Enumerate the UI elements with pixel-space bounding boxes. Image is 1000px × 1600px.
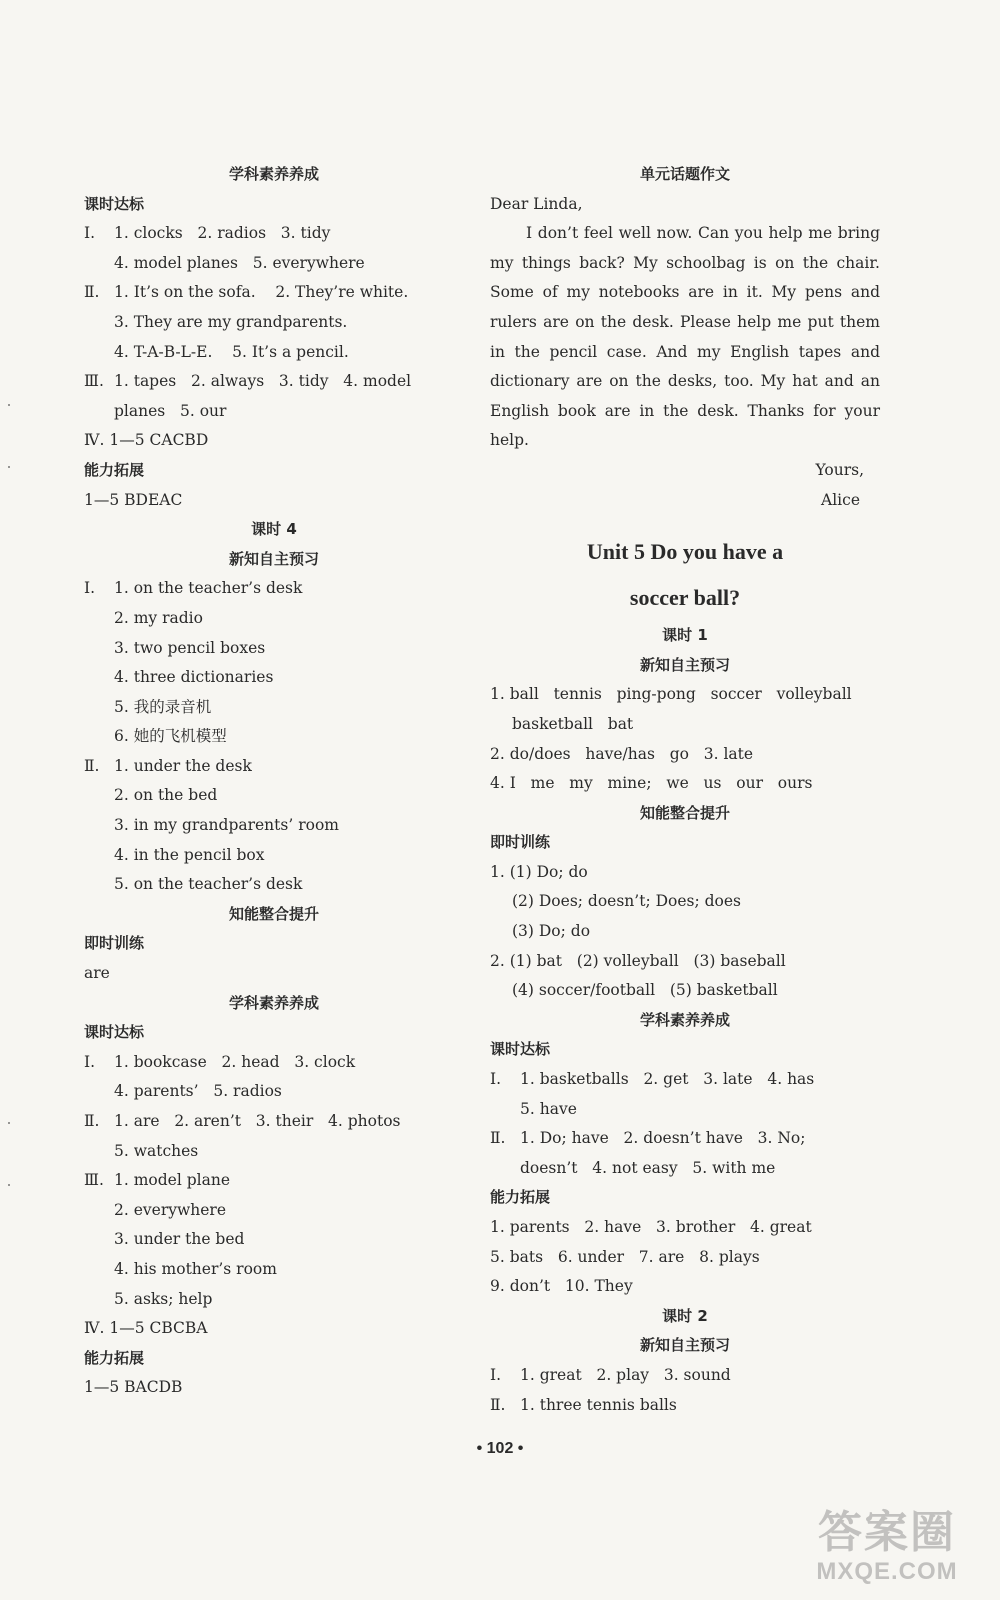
lesson-heading: 课时 1 xyxy=(662,626,708,645)
answer-line: 2. (1) bat (2) volleyball (3) baseball xyxy=(490,951,786,970)
answer-text: 1. clocks 2. radios 3. tidy xyxy=(114,224,331,243)
roman-numeral: Ⅱ. xyxy=(490,1395,506,1414)
answer-line: doesn’t 4. not easy 5. with me xyxy=(520,1158,776,1177)
lesson-heading: 课时 2 xyxy=(662,1306,708,1325)
section-heading: 新知自主预习 xyxy=(639,655,730,674)
answer-line: 4. model planes 5. everywhere xyxy=(114,253,365,272)
answer-text: 1—5 CBCBA xyxy=(109,1319,208,1338)
answer-line: 2. do/does have/has go 3. late xyxy=(490,744,754,763)
answer-line: (3) Do; do xyxy=(512,922,591,941)
subsection-heading: 课时达标 xyxy=(84,1023,145,1042)
essay-line: rulers are on the desk. Please help me put them xyxy=(490,312,880,331)
roman-numeral: Ⅳ. xyxy=(84,431,105,450)
answer-line: (2) Does; doesn’t; Does; does xyxy=(512,892,742,911)
unit-title-continued: soccer ball? xyxy=(629,585,741,611)
answer-text: 1. great 2. play 3. sound xyxy=(520,1365,731,1384)
essay-signature: Alice xyxy=(821,490,860,509)
right-column xyxy=(490,160,880,1420)
left-column xyxy=(84,160,464,1403)
roman-numeral: Ⅲ. xyxy=(84,1171,104,1190)
answer-line: 2. everywhere xyxy=(114,1200,226,1219)
watermark-url: MXQE.COM xyxy=(816,1558,958,1585)
answer-line: 3. They are my grandparents. xyxy=(114,312,348,331)
subsection-heading: 能力拓展 xyxy=(490,1188,551,1207)
answer-line: are xyxy=(84,964,110,983)
answer-line xyxy=(490,1124,880,1154)
answer-line: 5. have xyxy=(520,1099,577,1118)
section-heading: 学科素养养成 xyxy=(228,165,319,183)
answer-text: 1. bookcase 2. head 3. clock xyxy=(114,1052,356,1071)
lesson-heading: 课时 4 xyxy=(251,520,297,539)
roman-numeral: Ⅱ. xyxy=(490,1129,506,1148)
answer-line: 4. in the pencil box xyxy=(114,845,265,864)
scan-speck xyxy=(8,1184,10,1186)
essay-line: help. xyxy=(490,431,529,450)
roman-numeral: Ⅱ. xyxy=(84,283,100,302)
scan-speck xyxy=(8,466,10,468)
answer-text: 1. Do; have 2. doesn’t have 3. No; xyxy=(520,1129,806,1148)
section-heading: 学科素养养成 xyxy=(228,993,319,1012)
essay-salutation: Dear Linda, xyxy=(490,194,583,213)
answer-line: planes 5. our xyxy=(114,401,227,420)
essay-line: English book are in the desk. Thanks for your xyxy=(490,401,880,420)
scan-speck xyxy=(8,404,10,406)
subsection-heading: 即时训练 xyxy=(490,833,551,852)
answer-line: 5. bats 6. under 7. are 8. plays xyxy=(490,1247,760,1266)
watermark-logo xyxy=(802,1496,972,1586)
essay-closing: Yours, xyxy=(815,460,864,479)
answer-line: 5. asks; help xyxy=(114,1289,213,1308)
answer-line: 4. his mother’s room xyxy=(114,1259,277,1278)
answer-text: 1. three tennis balls xyxy=(520,1395,677,1414)
answer-line: 6. 她的飞机模型 xyxy=(114,727,227,746)
watermark-text: 答案圈 xyxy=(818,1507,956,1558)
subsection-heading: 能力拓展 xyxy=(84,460,145,479)
answer-line: 5. on the teacher’s desk xyxy=(114,875,303,894)
essay-line: in the pencil case. And my English tapes and xyxy=(490,342,880,361)
subsection-heading: 即时训练 xyxy=(84,934,145,953)
answer-line: (4) soccer/football (5) basketball xyxy=(512,981,778,1000)
roman-numeral: Ⅰ. xyxy=(84,224,96,243)
answer-line xyxy=(84,1314,464,1344)
roman-numeral: Ⅳ. xyxy=(84,1319,105,1338)
section-heading: 知能整合提升 xyxy=(639,803,730,822)
answer-line xyxy=(84,219,464,249)
scan-speck xyxy=(8,1122,10,1124)
essay-line: my things back? My schoolbag is on the chair. xyxy=(490,253,880,272)
essay-line: Some of my notebooks are in it. My pens and xyxy=(490,283,880,302)
answer-line: 1. parents 2. have 3. brother 4. great xyxy=(490,1218,812,1236)
section-heading: 知能整合提升 xyxy=(228,904,319,923)
answer-text: 1. under the desk xyxy=(114,756,252,775)
section-heading: 学科素养养成 xyxy=(639,1010,730,1029)
answer-line xyxy=(84,574,464,604)
answer-line xyxy=(490,1391,880,1421)
answer-line: 1. ball tennis ping-pong soccer volleyball xyxy=(490,685,852,704)
roman-numeral: Ⅲ. xyxy=(84,372,104,391)
answer-line: 1—5 BACDB xyxy=(84,1378,183,1397)
answer-line: 2. my radio xyxy=(114,608,203,627)
answer-line xyxy=(84,278,464,308)
answer-text: 1. tapes 2. always 3. tidy 4. model xyxy=(114,372,412,391)
answer-text: 1. basketballs 2. get 3. late 4. has xyxy=(520,1070,815,1089)
answer-line: 1—5 BDEAC xyxy=(84,490,183,509)
page-number: • 102 • xyxy=(476,1440,524,1457)
answer-line: 3. two pencil boxes xyxy=(114,638,266,657)
subsection-heading: 课时达标 xyxy=(490,1040,551,1059)
answer-line: 5. watches xyxy=(114,1141,199,1160)
answer-line: 4. I me my mine; we us our ours xyxy=(490,774,813,793)
answer-text: 1. It’s on the sofa. 2. They’re white. xyxy=(114,283,409,302)
answer-line: 1. (1) Do; do xyxy=(490,862,588,881)
answer-line: basketball bat xyxy=(512,714,634,733)
answer-line xyxy=(84,752,464,782)
answer-line: 3. under the bed xyxy=(114,1230,245,1249)
answer-text: 1. are 2. aren’t 3. their 4. photos xyxy=(114,1112,401,1130)
answer-text: 1. on the teacher’s desk xyxy=(114,579,303,598)
answer-line: 4. parents’ 5. radios xyxy=(114,1082,282,1101)
answer-line xyxy=(84,367,464,397)
subsection-heading: 能力拓展 xyxy=(84,1348,145,1367)
answer-line: 2. on the bed xyxy=(114,786,218,805)
answer-line xyxy=(490,1065,880,1095)
answer-line: 4. T-A-B-L-E. 5. It’s a pencil. xyxy=(114,342,349,361)
answer-line: 9. don’t 10. They xyxy=(490,1277,633,1296)
answer-line: 4. three dictionaries xyxy=(114,668,274,687)
answer-line xyxy=(84,1166,464,1196)
section-heading: 新知自主预习 xyxy=(639,1336,730,1355)
answer-line xyxy=(490,1361,880,1391)
answer-line xyxy=(84,1048,464,1078)
answer-line xyxy=(84,426,464,456)
unit-title: Unit 5 Do you have a xyxy=(586,539,784,565)
answer-text: 1. model plane xyxy=(114,1171,231,1190)
answer-line: 3. in my grandparents’ room xyxy=(114,816,339,835)
answer-text: 1—5 CACBD xyxy=(109,431,209,450)
roman-numeral: Ⅰ. xyxy=(84,1052,96,1071)
roman-numeral: Ⅱ. xyxy=(84,1112,100,1130)
essay-line: I don’t feel well now. Can you help me bring xyxy=(526,224,880,243)
roman-numeral: Ⅰ. xyxy=(84,579,96,598)
answer-line xyxy=(84,1107,464,1137)
section-heading: 新知自主预习 xyxy=(228,549,319,568)
roman-numeral: Ⅱ. xyxy=(84,756,100,775)
roman-numeral: Ⅰ. xyxy=(490,1365,502,1384)
section-heading: 单元话题作文 xyxy=(639,165,730,183)
essay-line: dictionary are on the desks, too. My hat and an xyxy=(490,372,880,391)
subsection-heading: 课时达标 xyxy=(84,194,145,213)
answer-line: 5. 我的录音机 xyxy=(114,697,212,716)
roman-numeral: Ⅰ. xyxy=(490,1070,502,1089)
